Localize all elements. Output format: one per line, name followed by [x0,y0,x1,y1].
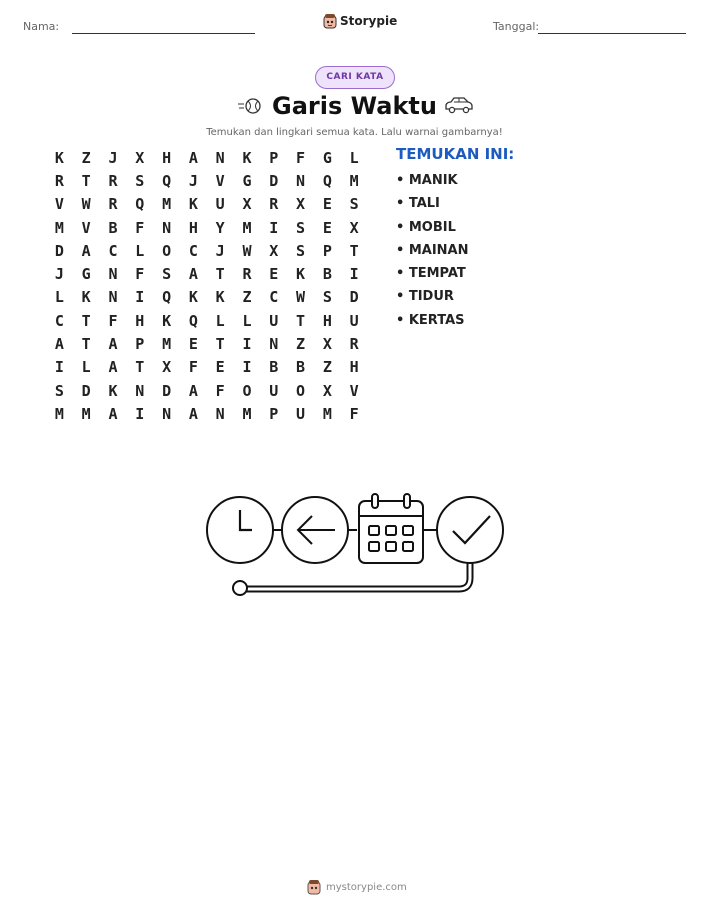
footer [307,879,407,895]
grid-letter[interactable]: X [296,195,306,214]
grid-letter[interactable]: V [215,171,225,190]
grid-row [46,169,368,192]
grid-letter[interactable]: V [54,195,64,214]
grid-letter[interactable]: X [242,195,252,214]
grid-letter[interactable]: Q [322,171,332,190]
grid-letter[interactable]: A [188,148,198,167]
car-icon [443,94,475,116]
grid-letter[interactable]: I [242,335,252,354]
storypie-mascot-icon [323,13,337,29]
grid-letter[interactable]: F [108,311,118,330]
grid-letter[interactable]: X [162,358,172,377]
grid-letter[interactable]: X [322,381,332,400]
grid-letter[interactable]: C [269,288,279,307]
grid-letter[interactable]: D [81,381,91,400]
grid-letter[interactable]: F [188,358,198,377]
word-list-item: • TALI [396,196,440,212]
grid-letter[interactable]: S [54,381,64,400]
grid-letter[interactable]: N [108,288,118,307]
grid-letter[interactable]: O [242,381,252,400]
grid-letter[interactable]: N [215,148,225,167]
grid-letter[interactable]: H [135,311,145,330]
date-line[interactable] [538,33,686,34]
grid-letter[interactable]: S [162,265,172,284]
grid-letter[interactable]: T [81,311,91,330]
grid-row [46,193,368,216]
grid-letter[interactable]: D [162,381,172,400]
grid-letter[interactable]: Y [215,218,225,237]
grid-letter[interactable]: A [108,358,118,377]
date-label: Tanggal: [493,20,540,33]
grid-letter[interactable]: K [81,288,91,307]
grid-letter[interactable]: N [135,381,145,400]
grid-letter[interactable]: R [242,265,252,284]
grid-letter[interactable]: A [188,404,198,423]
puzzle-type-badge: CARI KATA [315,66,395,89]
grid-letter[interactable]: M [242,404,252,423]
grid-letter[interactable]: K [108,381,118,400]
grid-letter[interactable]: U [269,381,279,400]
grid-letter[interactable]: U [349,311,359,330]
grid-letter[interactable]: L [349,148,359,167]
word-list-item: • TEMPAT [396,266,466,282]
grid-letter[interactable]: T [81,171,91,190]
grid-letter[interactable]: F [135,265,145,284]
grid-letter[interactable]: G [81,265,91,284]
word-list-item: • MOBIL [396,219,456,235]
grid-letter[interactable]: M [54,404,64,423]
grid-letter[interactable]: K [162,311,172,330]
grid-letter[interactable]: Z [242,288,252,307]
grid-row [46,286,368,309]
grid-letter[interactable]: K [188,288,198,307]
grid-letter[interactable]: K [54,148,64,167]
grid-letter[interactable]: U [269,311,279,330]
grid-row [46,216,368,239]
name-line[interactable] [72,33,255,34]
grid-letter[interactable]: W [81,195,91,214]
grid-letter[interactable]: L [135,241,145,260]
grid-letter[interactable]: L [215,311,225,330]
grid-letter[interactable]: L [242,311,252,330]
grid-letter[interactable]: N [108,265,118,284]
grid-letter[interactable]: D [54,241,64,260]
word-list-item: • MAINAN [396,242,469,258]
timeline-illustration[interactable] [200,488,510,600]
grid-letter[interactable]: I [269,218,279,237]
grid-letter[interactable]: J [108,148,118,167]
grid-letter[interactable]: E [188,335,198,354]
grid-letter[interactable]: I [135,404,145,423]
grid-letter[interactable]: B [322,265,332,284]
grid-letter[interactable]: O [162,241,172,260]
clock-icon [207,497,273,563]
grid-letter[interactable]: M [54,218,64,237]
grid-letter[interactable]: S [296,241,306,260]
grid-letter[interactable]: Z [322,358,332,377]
word-search-grid[interactable] [46,146,368,426]
grid-letter[interactable]: M [81,404,91,423]
grid-row [46,146,368,169]
grid-letter[interactable]: A [188,381,198,400]
grid-letter[interactable]: K [188,195,198,214]
grid-letter[interactable]: X [349,218,359,237]
grid-letter[interactable]: A [108,404,118,423]
grid-letter[interactable]: F [215,381,225,400]
grid-letter[interactable]: Q [188,311,198,330]
grid-letter[interactable]: C [108,241,118,260]
grid-letter[interactable]: X [269,241,279,260]
grid-letter[interactable]: K [242,148,252,167]
word-list [396,171,469,334]
grid-letter[interactable]: J [54,265,64,284]
grid-row [46,262,368,285]
grid-letter[interactable]: O [296,381,306,400]
grid-row [46,402,368,425]
grid-letter[interactable]: E [269,265,279,284]
grid-letter[interactable]: I [54,358,64,377]
brand-logo [323,13,397,29]
grid-letter[interactable]: A [81,241,91,260]
grid-letter[interactable]: P [269,404,279,423]
grid-letter[interactable]: B [296,358,306,377]
grid-letter[interactable]: S [349,195,359,214]
grid-letter[interactable]: X [322,335,332,354]
grid-letter[interactable]: T [215,265,225,284]
grid-letter[interactable]: H [349,358,359,377]
grid-letter[interactable]: V [81,218,91,237]
grid-letter[interactable]: B [269,358,279,377]
grid-letter[interactable]: L [54,288,64,307]
grid-letter[interactable]: J [215,241,225,260]
grid-letter[interactable]: U [296,404,306,423]
grid-letter[interactable]: J [188,171,198,190]
grid-letter[interactable]: N [296,171,306,190]
grid-letter[interactable]: F [296,148,306,167]
grid-letter[interactable]: P [269,148,279,167]
calendar-icon [359,494,423,563]
grid-letter[interactable]: R [54,171,64,190]
grid-letter[interactable]: G [322,148,332,167]
word-list-item: • KERTAS [396,312,465,328]
grid-letter[interactable]: F [349,404,359,423]
grid-letter[interactable]: V [349,381,359,400]
grid-letter[interactable]: T [215,335,225,354]
grid-letter[interactable]: T [296,311,306,330]
grid-letter[interactable]: S [322,288,332,307]
grid-letter[interactable]: H [322,311,332,330]
instructions: Temukan dan lingkari semua kata. Lalu warnai gambarnya! [206,127,503,138]
checkmark-icon [437,497,503,563]
grid-letter[interactable]: R [108,195,118,214]
grid-letter[interactable]: Q [162,171,172,190]
grid-letter[interactable]: Q [135,195,145,214]
grid-letter[interactable]: C [188,241,198,260]
grid-row [46,379,368,402]
grid-letter[interactable]: D [269,171,279,190]
grid-letter[interactable]: R [108,171,118,190]
grid-letter[interactable]: E [215,358,225,377]
grid-row [46,309,368,332]
grid-letter[interactable]: P [322,241,332,260]
name-label: Nama: [23,20,60,33]
grid-letter[interactable]: R [349,335,359,354]
grid-letter[interactable]: C [54,311,64,330]
arrow-left-icon [282,497,348,563]
grid-letter[interactable]: B [108,218,118,237]
grid-letter[interactable]: M [162,335,172,354]
grid-letter[interactable]: N [269,335,279,354]
page-title: Garis Waktu [272,92,437,120]
grid-letter[interactable]: A [188,265,198,284]
grid-letter[interactable]: S [296,218,306,237]
grid-letter[interactable]: Q [162,288,172,307]
grid-letter[interactable]: Z [296,335,306,354]
brand-name: Storypie [340,14,398,28]
grid-letter[interactable]: A [54,335,64,354]
grid-letter[interactable]: T [349,241,359,260]
grid-letter[interactable]: I [242,358,252,377]
grid-letter[interactable]: W [296,288,306,307]
grid-letter[interactable]: X [135,148,145,167]
word-list-title: TEMUKAN INI: [396,145,515,163]
grid-letter[interactable]: Z [81,148,91,167]
grid-letter[interactable]: A [108,335,118,354]
grid-letter[interactable]: N [215,404,225,423]
grid-letter[interactable]: T [135,358,145,377]
grid-letter[interactable]: K [215,288,225,307]
grid-row [46,332,368,355]
grid-letter[interactable]: G [242,171,252,190]
grid-letter[interactable]: M [349,171,359,190]
grid-letter[interactable]: N [162,404,172,423]
storypie-mascot-icon [307,879,321,895]
grid-letter[interactable]: F [135,218,145,237]
grid-letter[interactable]: I [135,288,145,307]
grid-letter[interactable]: H [162,148,172,167]
footer-site: mystorypie.com [326,881,407,893]
grid-letter[interactable]: M [162,195,172,214]
word-list-item: • TIDUR [396,289,454,305]
grid-letter[interactable]: K [296,265,306,284]
grid-letter[interactable]: N [162,218,172,237]
grid-letter[interactable]: M [242,218,252,237]
grid-letter[interactable]: R [269,195,279,214]
grid-letter[interactable]: E [322,195,332,214]
grid-row [46,356,368,379]
grid-letter[interactable]: L [81,358,91,377]
grid-row [46,239,368,262]
grid-letter[interactable]: W [242,241,252,260]
grid-letter[interactable]: U [215,195,225,214]
grid-letter[interactable]: D [349,288,359,307]
grid-letter[interactable]: S [135,171,145,190]
grid-letter[interactable]: I [349,265,359,284]
grid-letter[interactable]: E [322,218,332,237]
grid-letter[interactable]: M [322,404,332,423]
grid-letter[interactable]: T [81,335,91,354]
word-list-item: • MANIK [396,173,458,188]
grid-letter[interactable]: H [188,218,198,237]
grid-letter[interactable]: P [135,335,145,354]
